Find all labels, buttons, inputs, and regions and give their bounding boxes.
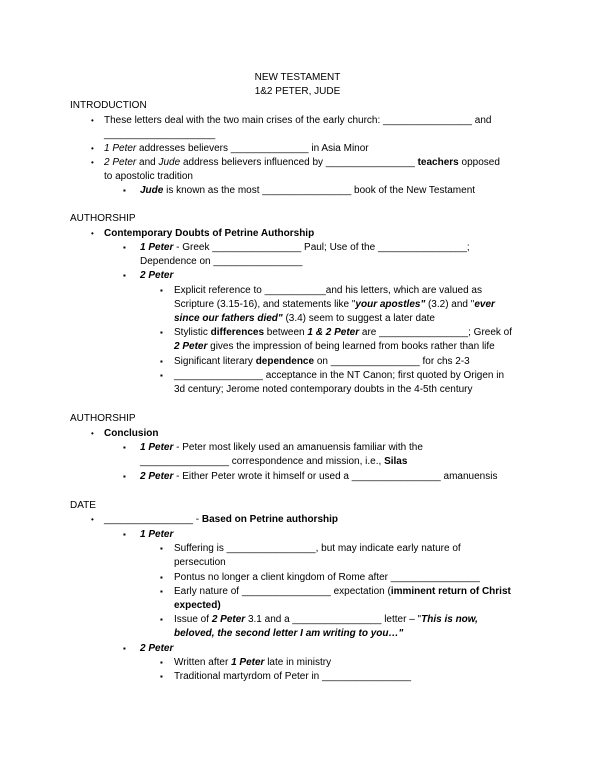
square-bullet-icon: ▪	[123, 472, 126, 481]
date-1peter-heading: 1 Peter	[140, 529, 174, 540]
section-heading-authorship-2: AUTHORSHIP	[70, 413, 136, 424]
date-point-1: Suffering is ________________, but may indicate early nature of	[174, 543, 461, 554]
date-point-4b: beloved, the second letter I am writing to you…"	[174, 628, 404, 639]
doc-subtitle: 1&2 PETER, JUDE	[254, 86, 341, 97]
date-point-3b: expected)	[174, 600, 221, 611]
date-point-4: Issue of 2 Peter 3.1 and a ________________ letter – "This is now,	[174, 614, 478, 625]
square-bullet-icon: ▪	[123, 186, 126, 195]
date-2peter-point-1: Written after 1 Peter late in ministry	[174, 657, 332, 668]
doc-title: NEW TESTAMENT	[254, 72, 341, 83]
intro-line-2: 1 Peter addresses believers ______________ in Asia Minor	[104, 143, 369, 154]
square-bullet-icon: ▪	[160, 357, 163, 366]
auth-1peter-line-b: Dependence on ________________	[140, 256, 303, 267]
date-subheading: ________________ - Based on Petrine authorship	[104, 514, 339, 525]
square-bullet-icon: ▪	[160, 544, 163, 553]
bullet-icon: •	[91, 229, 94, 238]
intro-line-1: These letters deal with the two main crises of the early church: ________________ and	[104, 115, 492, 126]
date-2peter-point-2: Traditional martyrdom of Peter in ________________	[174, 671, 412, 682]
square-bullet-icon: ▪	[123, 644, 126, 653]
auth-evidence-3: Significant literary dependence on ________________ for chs 2-3	[174, 356, 470, 367]
auth-evidence-1: Explicit reference to ___________and his letters, which are valued as	[174, 285, 482, 296]
square-bullet-icon: ▪	[160, 615, 163, 624]
auth-evidence-1b: Scripture (3.15-16), and statements like "your apostles" (3.2) and "ever	[174, 299, 495, 310]
auth-evidence-4b: 3d century; Jerome noted contemporary doubts in the 4-5th century	[174, 384, 473, 395]
square-bullet-icon: ▪	[160, 658, 163, 667]
square-bullet-icon: ▪	[123, 271, 126, 280]
date-point-2: Pontus no longer a client kingdom of Rome after ________________	[174, 572, 480, 583]
intro-line-4: Jude is known as the most ________________ book of the New Testament	[140, 185, 476, 196]
conclusion-1peter-b: ________________ correspondence and mission, i.e., Silas	[140, 456, 408, 467]
auth-1peter-line: 1 Peter - Greek ________________ Paul; Use of the ________________;	[140, 242, 470, 253]
section-heading-introduction: INTRODUCTION	[70, 100, 147, 111]
square-bullet-icon: ▪	[123, 530, 126, 539]
date-point-3: Early nature of ________________ expectation (imminent return of Christ	[174, 586, 511, 597]
square-bullet-icon: ▪	[123, 243, 126, 252]
square-bullet-icon: ▪	[160, 371, 163, 380]
date-2peter-heading: 2 Peter	[140, 643, 174, 654]
bullet-icon: •	[91, 144, 94, 153]
auth-2peter-heading: 2 Peter	[140, 270, 174, 281]
intro-line-3: 2 Peter and Jude address believers influenced by ________________ teachers opposed	[104, 157, 500, 168]
auth-evidence-2: Stylistic differences between 1 & 2 Peter are ________________; Greek of	[174, 327, 513, 338]
square-bullet-icon: ▪	[160, 587, 163, 596]
bullet-icon: •	[91, 158, 94, 167]
auth-evidence-4: ________________ acceptance in the NT Canon; first quoted by Origen in	[174, 370, 505, 381]
square-bullet-icon: ▪	[160, 672, 163, 681]
intro-line-1b: ____________________	[104, 129, 216, 140]
square-bullet-icon: ▪	[123, 443, 126, 452]
auth-evidence-2b: 2 Peter gives the impression of being learned from books rather than life	[174, 341, 495, 352]
authorship-subheading: Contemporary Doubts of Petrine Authorship	[104, 228, 315, 239]
auth-evidence-1c: since our fathers died" (3.4) seem to suggest a later date	[174, 313, 435, 324]
square-bullet-icon: ▪	[160, 286, 163, 295]
conclusion-2peter: 2 Peter - Either Peter wrote it himself or used a ________________ amanuensis	[140, 471, 498, 482]
section-heading-authorship: AUTHORSHIP	[70, 213, 136, 224]
section-heading-date: DATE	[70, 500, 96, 511]
square-bullet-icon: ▪	[160, 328, 163, 337]
conclusion-1peter: 1 Peter - Peter most likely used an amanuensis familiar with the	[140, 442, 423, 453]
conclusion-subheading: Conclusion	[104, 428, 159, 439]
bullet-icon: •	[91, 515, 94, 524]
intro-line-3b: to apostolic tradition	[104, 171, 193, 182]
date-point-1b: persecution	[174, 557, 226, 568]
square-bullet-icon: ▪	[160, 573, 163, 582]
bullet-icon: •	[91, 429, 94, 438]
bullet-icon: •	[91, 116, 94, 125]
